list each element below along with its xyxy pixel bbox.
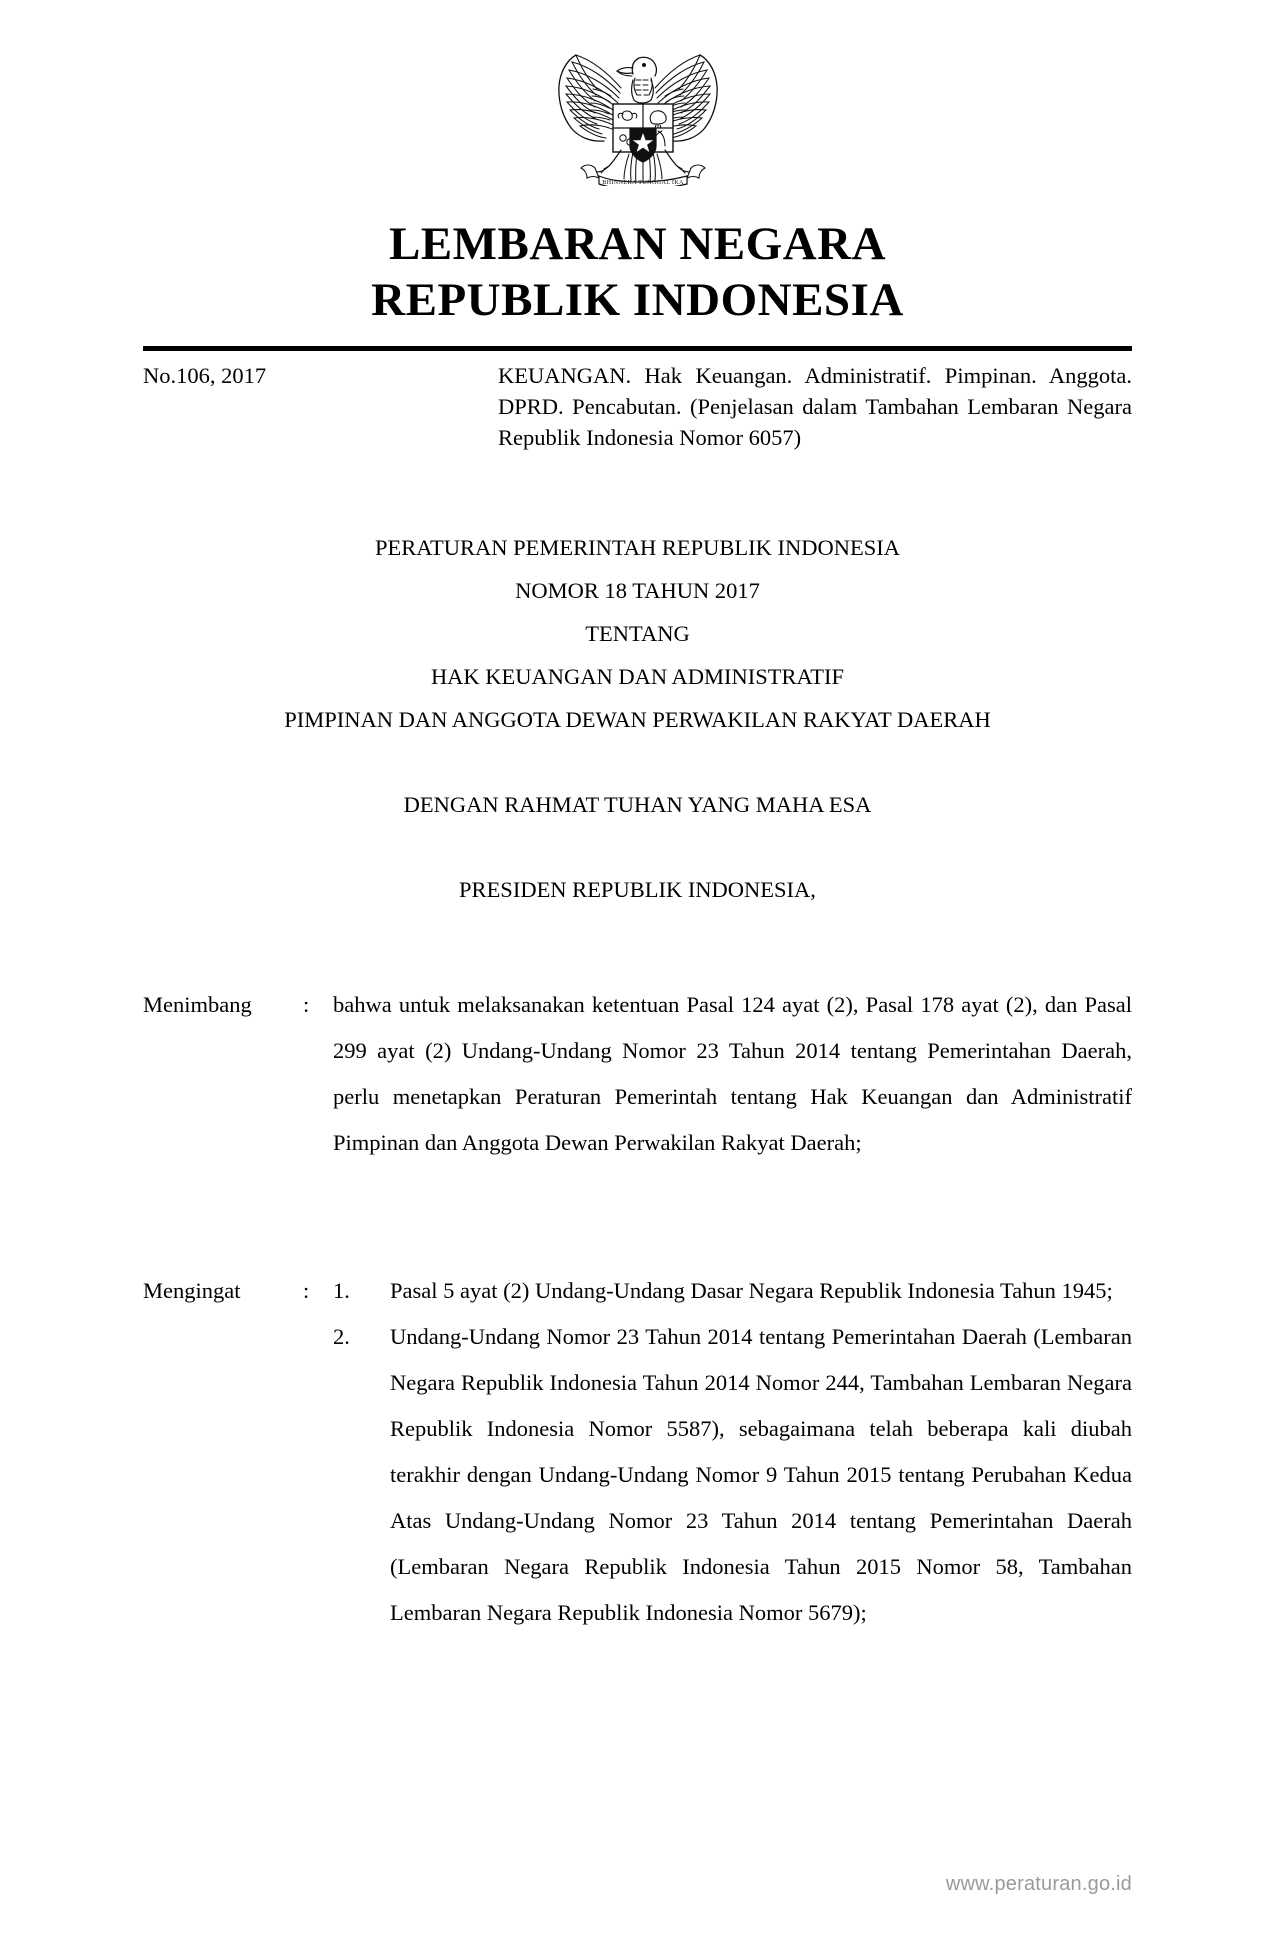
clause-mengingat-label: Mengingat xyxy=(143,1278,241,1303)
gazette-number: No.106, 2017 xyxy=(143,363,267,388)
garuda-pancasila-emblem xyxy=(547,34,729,186)
list-item xyxy=(333,1268,1132,1314)
list-item-text: Undang-Undang Nomor 23 Tahun 2014 tentang Pemerintahan Daerah (Lembaran Negara Republik Indonesia Tahun 2014 Nomor 244, Tambahan Lembaran Negara Republik Indonesia Nomor 5587), sebagaimana telah beberapa kali diubah terakhir dengan Undang-Undang Nomor 9 Tahun 2015 tentang Perubahan Kedua Atas Undang-Undang Nomor 23 Tahun 2014 tentang Pemerintahan Daerah (Lembaran Negara Republik Indonesia Tahun 2015 Nomor 58, Tambahan Lembaran Negara Republik Indonesia Nomor 5679); xyxy=(390,1324,1132,1625)
masthead-line-2: REPUBLIK INDONESIA xyxy=(371,274,904,326)
footer-watermark: www.peraturan.go.id xyxy=(945,1873,1132,1895)
masthead-line-1: LEMBARAN NEGARA xyxy=(388,218,887,270)
regulation-title-block xyxy=(143,526,1132,911)
title-line-subject-1: HAK KEUANGAN DAN ADMINISTRATIF xyxy=(430,664,845,689)
title-line-invocation: DENGAN RAHMAT TUHAN YANG MAHA ESA xyxy=(403,792,872,817)
list-item xyxy=(333,1314,1132,1636)
clause-menimbang-label: Menimbang xyxy=(143,992,252,1017)
title-line-authority: PERATURAN PEMERINTAH REPUBLIK INDONESIA xyxy=(374,535,901,560)
clause-mengingat xyxy=(143,1268,1132,1636)
title-line-president: PRESIDEN REPUBLIK INDONESIA, xyxy=(459,877,816,902)
title-line-tentang: TENTANG xyxy=(585,621,690,646)
title-line-subject-2: PIMPINAN DAN ANGGOTA DEWAN PERWAKILAN RAKYAT DAERAH xyxy=(284,707,991,732)
clause-mengingat-body xyxy=(333,1268,1132,1636)
masthead-title xyxy=(0,216,1275,328)
gazette-subject: KEUANGAN. Hak Keuangan. Administratif. Pimpinan. Anggota. DPRD. Pencabutan. (Penjelasan dalam Tambahan Lembaran Negara Republik Indonesia Nomor 6057) xyxy=(498,363,1132,450)
list-item-marker: 2. xyxy=(333,1324,350,1349)
clause-menimbang xyxy=(143,982,1132,1166)
list-item-marker: 1. xyxy=(333,1278,350,1303)
title-line-number: NOMOR 18 TAHUN 2017 xyxy=(515,578,760,603)
clause-menimbang-colon: : xyxy=(303,992,310,1017)
emblem-container xyxy=(0,34,1275,191)
clause-menimbang-text: bahwa untuk melaksanakan ketentuan Pasal 124 ayat (2), Pasal 178 ayat (2), dan Pasal 299 ayat (2) Undang-Undang Nomor 23 Tahun 2014 tentang Pemerintahan Daerah, perlu menetapkan Peraturan Pemerintah tentang Hak Keuangan dan Administratif Pimpinan dan Anggota Dewan Perwakilan Rakyat Daerah; xyxy=(333,992,1132,1155)
list-item-text: Pasal 5 ayat (2) Undang-Undang Dasar Negara Republik Indonesia Tahun 1945; xyxy=(390,1278,1113,1303)
emblem-motto-text: BHINNEKA TUNGGAL IKA xyxy=(601,179,684,186)
header-divider-rule xyxy=(143,346,1132,351)
clause-mengingat-colon: : xyxy=(303,1278,310,1303)
gazette-meta-row xyxy=(143,360,1132,453)
mengingat-list xyxy=(333,1268,1132,1636)
